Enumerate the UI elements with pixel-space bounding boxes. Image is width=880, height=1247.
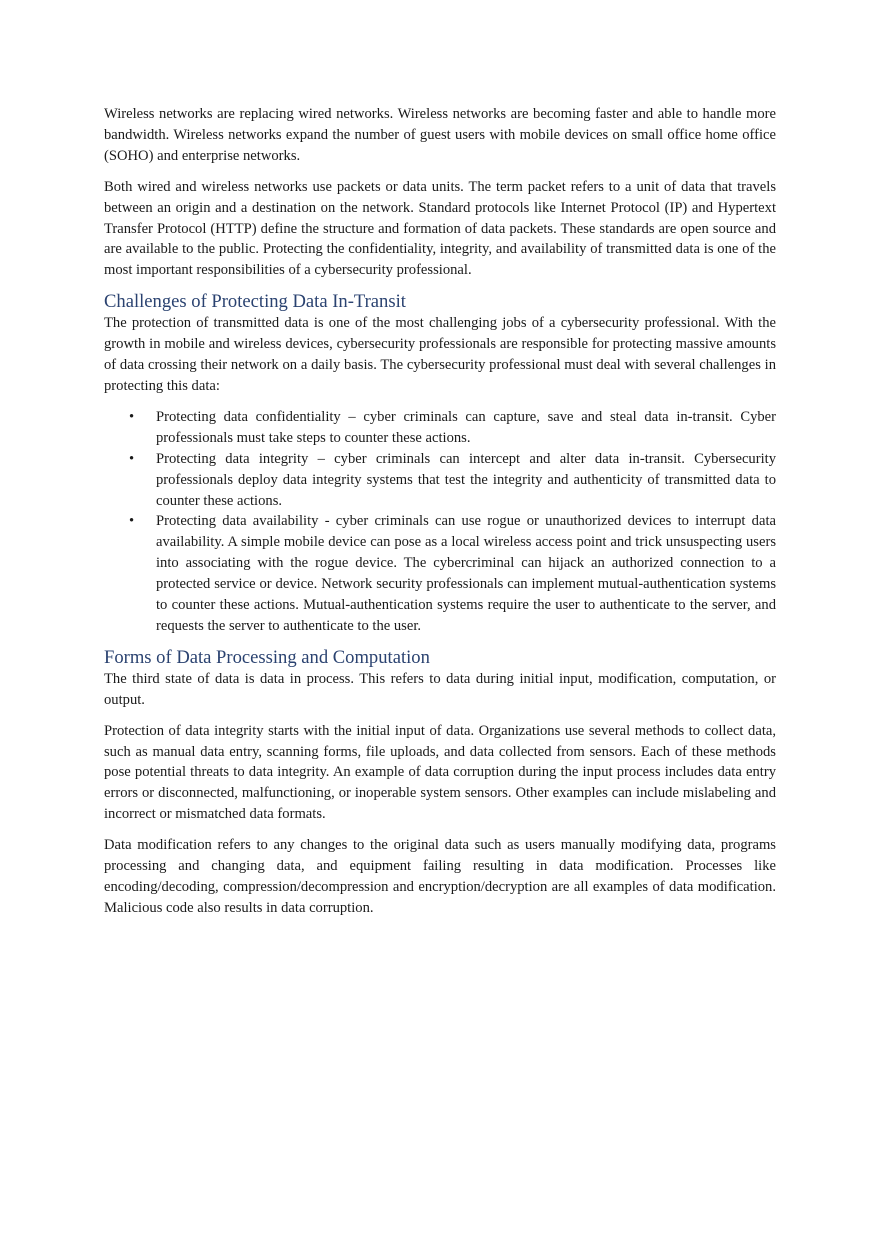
section1-intro-paragraph: The protection of transmitted data is one of the most challenging jobs of a cybersecurity professional. With the growth in mobile and wireless devices, cybersecurity professionals are responsible for protecting massive amounts of data crossing their network on a daily basis. The cybersecurity professional must deal with several challenges in protecting this data: bbox=[104, 315, 776, 394]
bullet-marker: • bbox=[129, 408, 135, 425]
list-item bbox=[104, 449, 776, 512]
bullet-text-integrity: Protecting data integrity – cyber criminals can intercept and alter data in-transit. Cybersecurity professionals deploy data integrity systems that test the integrity and authenticity of transmitted data to counter these actions. bbox=[156, 450, 776, 509]
bullet-text-availability: Protecting data availability - cyber criminals can use rogue or unauthorized devices to interrupt data availability. A simple mobile device can pose as a local wireless access point and trick unsuspecting users into associating with the rogue device. The cybercriminal can hijack an authorized connection to a protected service or device. Network security professionals can implement mutual-authentication systems to counter these actions. Mutual-authentication systems require the user to authenticate to the server, and requests the server to authenticate to the user. bbox=[156, 513, 776, 634]
section2-paragraph-2: Protection of data integrity starts with the initial input of data. Organizations use several methods to collect data, such as manual data entry, scanning forms, file uploads, and data collected from sensors. Each of these methods pose potential threats to data integrity. An example of data corruption during the input process includes data entry errors or disconnected, malfunctioning, or inoperable system sensors. Other examples can include mislabeling and incorrect or mismatched data formats. bbox=[104, 722, 776, 823]
challenges-bullet-list bbox=[104, 407, 776, 637]
section-heading-data-processing: Forms of Data Processing and Computation bbox=[104, 646, 430, 668]
intro-paragraph-2: Both wired and wireless networks use packets or data units. The term packet refers to a unit of data that travels between an origin and a destination on the network. Standard protocols like Internet Protocol (IP) and Hypertext Transfer Protocol (HTTP) define the structure and formation of data packets. These standards are open source and are available to the public. Protecting the confidentiality, integrity, and availability of transmitted data is one of the most important responsibilities of a cybersecurity professional. bbox=[104, 178, 776, 279]
section2-paragraph-1: The third state of data is data in process. This refers to data during initial input, modification, computation, or output. bbox=[104, 670, 776, 708]
intro-paragraph-1: Wireless networks are replacing wired networks. Wireless networks are becoming faster and able to handle more bandwidth. Wireless networks expand the number of guest users with mobile devices on small office home office (SOHO) and enterprise networks. bbox=[104, 106, 776, 164]
section-heading-challenges: Challenges of Protecting Data In-Transit bbox=[104, 291, 406, 313]
list-item bbox=[104, 511, 776, 636]
section2-paragraph-3: Data modification refers to any changes to the original data such as users manually modifying data, programs processing and changing data, and equipment failing resulting in data modification. Processes like encoding/decoding, compression/decompression and encryption/decryption are all examples of data modification. Malicious code also results in data corruption. bbox=[104, 837, 776, 916]
bullet-marker: • bbox=[129, 513, 135, 530]
bullet-text-confidentiality: Protecting data confidentiality – cyber criminals can capture, save and steal data in-transit. Cyber professionals must take steps to counter these actions. bbox=[156, 408, 776, 446]
list-item bbox=[104, 407, 776, 449]
bullet-marker: • bbox=[129, 450, 135, 467]
document-page bbox=[104, 104, 776, 929]
